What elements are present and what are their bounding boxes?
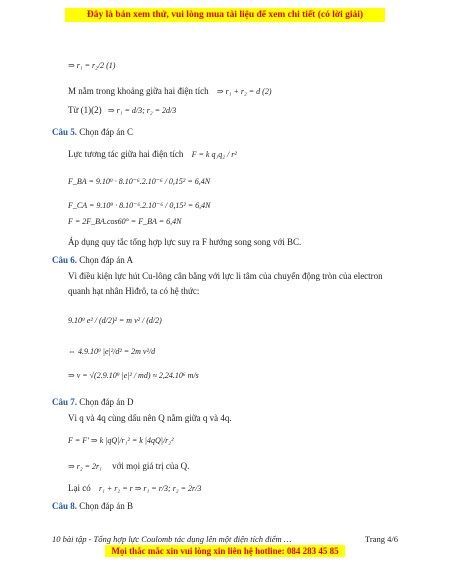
- text-apply: Áp dụng quy tắc tổng hợp lực suy ra F hướng song song với BC.: [68, 237, 302, 247]
- hotline-banner: Mọi thắc mắc xin vui lòng xin liên hệ hotline: 084 283 45 85: [105, 545, 345, 557]
- footer-title: 10 bài tập - Tổng hợp lực Coulomb tác dụng lên một điện tích điểm …: [52, 534, 292, 544]
- cau6-text-2: quanh hạt nhân Hiđrô, ta có hệ thức:: [68, 286, 200, 296]
- eq-fca: F_CA = 9.10⁹ · 8.10⁻⁶.2.10⁻⁶ / 0,15² = 6,4N: [68, 201, 211, 210]
- cau7-answer: Chọn đáp án D: [79, 397, 134, 407]
- cau5-label: Câu 5.: [52, 127, 78, 137]
- cau8-answer: Chọn đáp án B: [79, 501, 134, 511]
- eq-r1: ⇒ r₁ = r₂/2 (1): [68, 61, 116, 70]
- cau7-text-1: Vì q và 4q cùng dấu nên Q nằm giữa q và 4q.: [68, 413, 232, 423]
- preview-banner: Đây là bản xem thử, vui lòng mua tài liệu để xem chi tiết (có lời giải): [65, 8, 385, 22]
- cau7-eq-2: ⇒ r₂ = 2r₁: [68, 462, 102, 471]
- text-from12: Từ (1)(2): [68, 105, 102, 115]
- cau7-text-2: với mọi giá trị của Q.: [112, 461, 190, 471]
- cau8-label: Câu 8.: [52, 501, 78, 511]
- text-force: Lực tương tác giữa hai điện tích: [68, 149, 184, 159]
- cau7-label: Câu 7.: [52, 397, 78, 407]
- eq-fba: F_BA = 9.10⁹ · 8.10⁻⁶.2.10⁻⁶ / 0,15² = 6,4N: [68, 177, 211, 186]
- eq-m: ⇒ r₁ + r₂ = d (2): [216, 87, 272, 96]
- cau7-eq-1: F = F' ⇒ k |qQ|/r₁² = k |4qQ|/r₂²: [68, 436, 174, 445]
- cau6-text-1: Vì điều kiện lực hút Cu-lông cân bằng với lực li tâm của chuyển động tròn của electron: [68, 271, 383, 281]
- cau6-label: Câu 6.: [52, 255, 78, 265]
- cau6-eq-2: ⇔ 4.9.10⁹ |e|²/d² = 2m v²/d: [68, 347, 156, 356]
- cau6-eq-3: ⇒ v = √(2.9.10⁹ |e|² / md) ≈ 2,24.10⁶ m/s: [68, 371, 199, 380]
- cau6-eq-1: 9.10⁹ e² / (d/2)² = m v² / (d/2): [68, 316, 162, 325]
- text-m-between: M nằm trong khoảng giữa hai điện tích: [68, 86, 209, 96]
- cau7-text-3: Lại có: [68, 483, 91, 493]
- eq-force: F = k q₁q₂ / r²: [191, 150, 237, 159]
- cau6-answer: Chọn đáp án A: [79, 255, 134, 265]
- cau7-eq-3: r₁ + r₂ = r ⇒ r₁ = r/3; r₂ = 2r/3: [99, 484, 202, 493]
- eq-ftot: F = 2F_BA.cos60° = F_BA = 6,4N: [68, 217, 182, 226]
- cau5-answer: Chọn đáp án C: [79, 127, 134, 137]
- eq-from12: ⇒ r₁ = d/3; r₂ = 2d/3: [107, 106, 177, 115]
- page-number: Trang 4/6: [365, 534, 398, 544]
